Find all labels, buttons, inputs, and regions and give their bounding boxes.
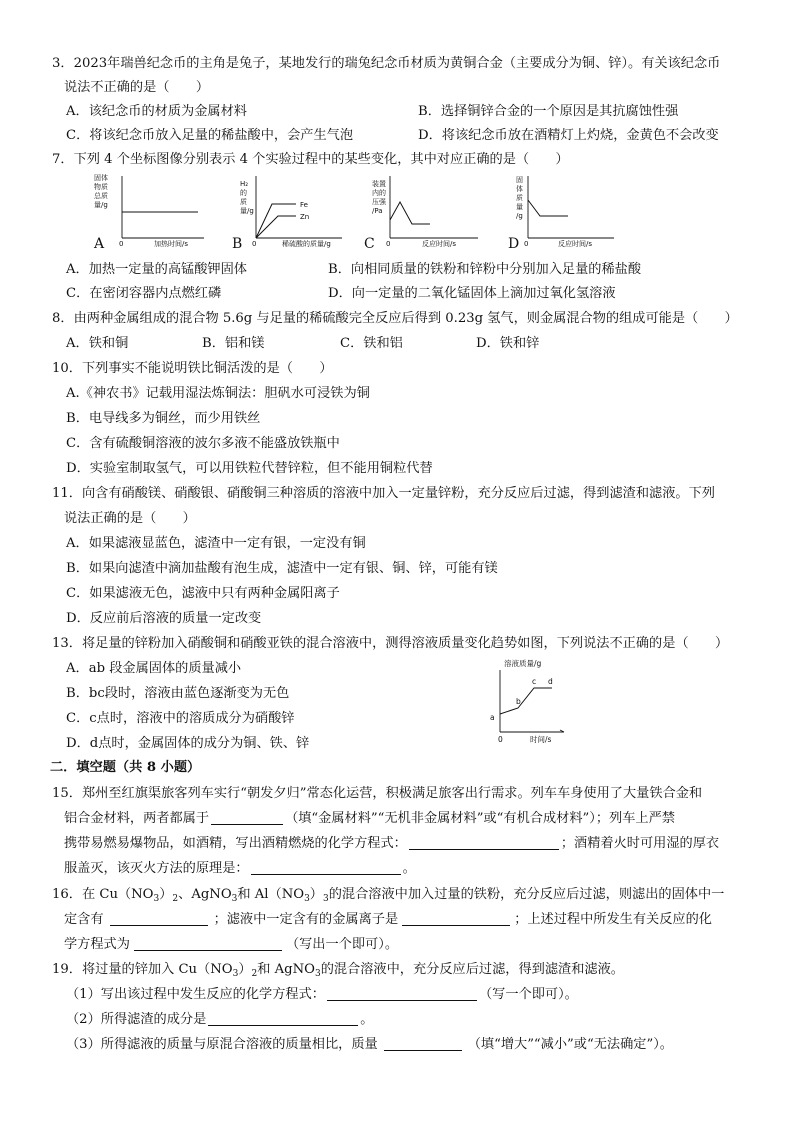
q13-stem: 13．将足量的锌粉加入硝酸铜和硝酸亚铁的混合溶液中，测得溶液质量变化趋势如图，下列说法不正确的是（ ）: [52, 636, 729, 651]
q8-option-c: C．铁和铝: [340, 336, 403, 351]
q19-part1: [66, 987, 578, 1003]
q13-option-d: D．d点时，金属固体的成分为铜、铁、锌: [66, 736, 310, 751]
q15-line1: 15．郑州至红旗渠旅客列车实行“朝发夕归”常态化运营，积极满足旅客出行需求。列车车身使用了大量铁合金和: [52, 786, 703, 801]
graph-d-ylabel-4: 量: [516, 203, 523, 211]
q19-blank-3[interactable]: [384, 1037, 462, 1051]
q11-option-a: A．如果滤液显蓝色，滤渣中一定有银，一定没有铜: [66, 536, 366, 551]
q15-line2-text-a: 铝合金材料，两者都属于: [64, 811, 210, 826]
q13-graph-point-c: c: [532, 677, 537, 686]
q16-line2: [64, 912, 712, 928]
q16-line2-text-c: ；上述过程中所发生有关反应的化: [514, 912, 712, 927]
q16-line3-text-b: （写出一个即可）。: [285, 937, 399, 952]
q19-part3: [66, 1037, 673, 1053]
q11-option-c: C．如果滤液无色，滤液中只有两种金属阳离子: [66, 586, 340, 601]
q7-graph-a: [88, 172, 208, 254]
q7-graph-d: [510, 172, 622, 254]
q15-blank-3[interactable]: [251, 861, 401, 875]
q19-blank-2[interactable]: [208, 1012, 358, 1026]
q16-text-1: 16．在 Cu（NO: [52, 887, 154, 902]
q19-text-2: ）: [238, 962, 252, 977]
graph-d-ylabel-2: 体: [516, 185, 523, 193]
q19-part2-text-a: （2）所得滤渣的成分是: [66, 1012, 207, 1027]
q16-sub-3: 3: [231, 894, 238, 904]
q13-graph-point-a: a: [490, 713, 495, 722]
q3-option-b: B．选择铜锌合金的一个原因是其抗腐蚀性强: [418, 104, 679, 119]
q10-option-d: D．实验室制取氢气，可以用铁粒代替锌粒，但不能用铜粒代替: [66, 461, 433, 476]
q19-sub-3: 3: [314, 969, 321, 979]
q16-sub-1: 3: [153, 894, 160, 904]
graph-b-ylabel-3: 质: [240, 198, 247, 206]
q11-stem-line1: 11．向含有硝酸镁、硝酸银、硝酸铜三种溶质的溶液中加入一定量锌粉，充分反应后过滤，得到滤渣和滤液。下列: [52, 486, 715, 501]
graph-d-xlabel: 反应时间/s: [558, 240, 593, 248]
q10-option-a: A.《神农书》记载用湿法炼铜法：胆矾水可浸铁为铜: [66, 386, 370, 401]
graph-c-ylabel-4: /Pa: [372, 207, 383, 215]
q19-part1-text-a: （1）写出该过程中发生反应的化学方程式：: [66, 987, 325, 1002]
q15-line2: [64, 811, 675, 827]
q15-line3-text-a: 携带易燃易爆物品，如酒精，写出酒精燃烧的化学方程式：: [64, 836, 407, 851]
q13-option-b: B．bc段时，溶液由蓝色逐渐变为无色: [66, 686, 290, 701]
graph-b-origin: 0: [252, 240, 257, 248]
q16-text-3: 、AgNO: [178, 887, 232, 902]
q19-text-1: 19．将过量的锌加入 Cu（NO: [52, 962, 233, 977]
q11-option-b: B．如果向滤渣中滴加盐酸有泡生成，滤渣中一定有银、铜、锌，可能有镁: [66, 561, 498, 576]
q7-graph-d-letter: D: [508, 236, 520, 252]
q13-option-a: A．ab 段金属固体的质量减小: [66, 661, 242, 676]
q16-line3-text-a: 学方程式为: [64, 937, 130, 952]
graph-d-ylabel-1: 固: [516, 176, 523, 184]
q16-blank-1[interactable]: [110, 912, 208, 926]
q16-line1: [52, 887, 724, 907]
q11-stem-line2: 说法正确的是（ ）: [64, 511, 196, 526]
q7-option-b: B．向相同质量的铁粉和锌粉中分别加入足量的稀盐酸: [328, 262, 642, 277]
q13-graph-xlabel: 时间/s: [530, 735, 552, 744]
q19-sub-1: 3: [232, 969, 239, 979]
q15-blank-2[interactable]: [409, 836, 559, 850]
q13-graph-origin: 0: [498, 735, 503, 744]
graph-b-ylabel-4: 量/g: [240, 207, 254, 215]
q13-graph: [484, 656, 594, 748]
q15-line4: [64, 861, 416, 877]
q16-line2-text-b: ；滤液中一定含有的金属离子是: [213, 912, 399, 927]
q3-stem-line1: 3．2023年瑞兽纪念币的主角是兔子，某地发行的瑞兔纪念币材质为黄铜合金（主要成分为铜、锌）。有关该纪念币: [52, 56, 721, 71]
q11-option-d: D．反应前后溶液的质量一定改变: [66, 611, 262, 626]
q13-graph-point-d: d: [548, 677, 553, 686]
q16-line2-text-a: 定含有: [64, 912, 104, 927]
q7-option-a: A．加热一定量的高锰酸钾固体: [66, 262, 247, 277]
q16-text-2: ）: [159, 887, 173, 902]
q10-stem: 10．下列事实不能说明铁比铜活泼的是（ ）: [52, 361, 333, 376]
q15-line4-text-b: 。: [402, 861, 416, 876]
q15-line2-text-b: （填“金属材料”“无机非金属材料”或“有机合成材料”）；列车上严禁: [285, 811, 675, 826]
q19-sub-2: 2: [251, 969, 258, 979]
graph-b-curve-fe: [256, 204, 296, 238]
graph-a-origin: 0: [119, 240, 124, 248]
q16-line3: [64, 937, 398, 953]
graph-a-ylabel-2: 物质: [94, 183, 108, 191]
graph-c-origin: 0: [386, 240, 391, 248]
graph-b-curve-zn: [256, 216, 296, 238]
q16-text-5: ）: [309, 887, 323, 902]
q16-sub-4: 3: [304, 894, 310, 904]
q13-option-c: C．c点时，溶液中的溶质成分为硝酸锌: [66, 711, 295, 726]
q3-option-a: A．该纪念币的材质为金属材料: [66, 104, 247, 119]
graph-b-ylabel-2: 的: [240, 189, 247, 197]
graph-d-origin: 0: [524, 240, 529, 248]
graph-d-ylabel-5: /g: [516, 212, 523, 220]
graph-a-ylabel-1: 固体: [94, 174, 108, 182]
q16-text-4: 和 Al（NO: [237, 887, 305, 902]
graph-c-xlabel: 反应时间/s: [422, 240, 457, 248]
q16-sub-2: 2: [172, 894, 179, 904]
q10-option-c: C．含有硫酸铜溶液的波尔多液不能盛放铁瓶中: [66, 436, 340, 451]
q19-part2-text-b: 。: [360, 1012, 374, 1027]
q15-line3: [64, 836, 719, 852]
q8-option-d: D．铁和锌: [476, 336, 540, 351]
graph-b-series-zn: Zn: [300, 213, 310, 221]
graph-b-xlabel: 稀硫酸的质量/g: [282, 240, 331, 248]
graph-a-ylabel-3: 总质: [94, 192, 108, 200]
q15-line4-text-a: 服盖灭，该灭火方法的原理是：: [64, 861, 249, 876]
q3-stem-line2: 说法不正确的是（ ）: [64, 80, 210, 95]
q8-stem: 8．由两种金属组成的混合物 5.6g 与足量的稀硫酸完全反应后得到 0.23g 氢气，则金属混合物的组成可能是（ ）: [52, 311, 738, 326]
graph-c-ylabel-3: 压强: [372, 198, 386, 206]
q7-graph-b: [232, 172, 358, 254]
graph-a-xlabel: 加热时间/s: [154, 240, 189, 248]
q19-blank-1[interactable]: [327, 987, 477, 1001]
graph-d-ylabel-3: 质: [516, 194, 523, 202]
q15-line3-text-b: ；酒精着火时可用湿的厚衣: [560, 836, 720, 851]
section-2-title: 二．填空题（共 8 小题）: [50, 760, 201, 775]
q19-text-3: 和 AgNO: [257, 962, 315, 977]
q16-text-6: 的混合溶液中加入过量的铁粉，充分反应后过滤，则滤出的固体中一: [328, 887, 725, 902]
q19-line1: [52, 962, 624, 982]
q19-part3-text-a: （3）所得滤液的质量与原混合溶液的质量相比，质量: [66, 1037, 378, 1052]
q10-option-b: B．电导线多为铜丝，而少用铁丝: [66, 411, 261, 426]
q16-sub-5: 3: [322, 894, 329, 904]
q7-graph-c-letter: C: [364, 236, 375, 252]
q19-text-4: 的混合溶液中，充分反应后过滤，得到滤渣和滤液。: [320, 962, 624, 977]
q8-option-a: A．铁和铜: [66, 336, 129, 351]
q13-graph-curve: [500, 688, 552, 714]
q3-option-c: C．将该纪念币放入足量的稀盐酸中，会产生气泡: [66, 128, 354, 143]
graph-c-curve: [390, 202, 430, 224]
q7-stem: 7．下列 4 个坐标图像分别表示 4 个实验过程中的某些变化，其中对应正确的是（ ）: [52, 152, 569, 167]
q13-graph-point-b: b: [516, 697, 521, 706]
q7-option-c: C．在密闭容器内点燃红磷: [66, 286, 222, 301]
graph-b-ylabel-1: H₂: [240, 180, 249, 188]
graph-c-ylabel-1: 装置: [372, 180, 386, 188]
q19-part3-text-b: （填“增大”“减小”或“无法确定”）。: [467, 1037, 673, 1052]
q15-blank-1[interactable]: [211, 811, 283, 825]
q8-option-b: B．铝和镁: [202, 336, 265, 351]
q16-blank-2[interactable]: [402, 912, 510, 926]
q7-option-d: D．向一定量的二氧化锰固体上滴加过氧化氢溶液: [328, 286, 616, 301]
graph-c-ylabel-2: 内的: [372, 189, 386, 197]
q7-graph-c: [366, 172, 492, 254]
q7-graph-a-letter: A: [94, 236, 105, 252]
graph-b-series-fe: Fe: [300, 201, 308, 209]
graph-a-ylabel-4: 量/g: [94, 201, 108, 209]
q13-graph-ylabel: 溶液质量/g: [504, 659, 542, 668]
q3-option-d: D．将该纪念币放在酒精灯上灼烧，金黄色不会改变: [418, 128, 719, 143]
q7-graph-b-letter: B: [232, 236, 243, 252]
graph-d-curve: [528, 200, 568, 216]
q19-part1-text-b: （写一个即可）。: [478, 987, 578, 1002]
q19-part2: [66, 1012, 373, 1028]
q16-blank-3[interactable]: [134, 937, 282, 951]
